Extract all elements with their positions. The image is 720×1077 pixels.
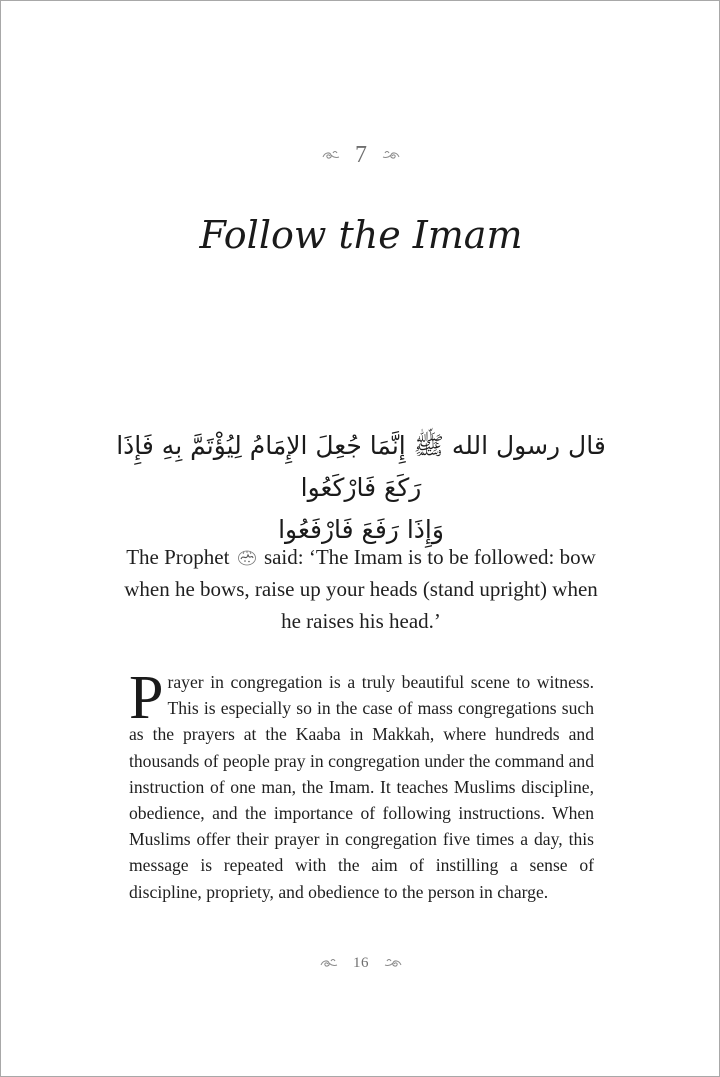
translation-quote: said: ‘The Imam is to be followed: bow when he bows, raise up your heads (stand upright) when he raises his head.’ <box>124 545 598 633</box>
chapter-number: 7 <box>355 142 367 168</box>
flourish-right-icon <box>383 957 403 969</box>
hadith-arabic <box>111 425 611 551</box>
translation-lead: The Prophet <box>126 545 230 569</box>
chapter-title: Follow the Imam <box>199 213 523 257</box>
body-paragraph-text: rayer in congregation is a truly beautiful scene to witness. This is especially so in the case of mass congregations such as the prayers at the Kaaba in Makkah, where hundreds and thousands of people pray in congregation under the command and instruction of one man, the Imam. It teaches Muslims discipline, obedience, and the importance of following instructions. When Muslims offer their prayer in congregation five times a day, this message is repeated with the aim of instilling a sense of discipline, propriety, and obedience to the person in charge. <box>129 672 594 902</box>
salawat-icon <box>237 548 257 566</box>
flourish-left-icon <box>319 957 339 969</box>
body-paragraph <box>129 664 594 905</box>
hadith-translation <box>116 541 606 637</box>
hadith-arabic-line-2: وَإِذَا رَفَعَ فَارْفَعُوا <box>278 515 444 544</box>
drop-cap: P <box>129 664 164 732</box>
flourish-left-icon <box>321 149 341 161</box>
page-footer <box>1 953 720 973</box>
flourish-right-icon <box>381 149 401 161</box>
chapter-number-header <box>1 141 720 169</box>
page-number: 16 <box>353 955 369 971</box>
hadith-arabic-line-1: قال رسول الله ﷺ إِنَّمَا جُعِلَ الإِمَامُ لِيُؤْتَمَّ بِهِ فَإِذَا رَكَعَ فَارْكَعُوا <box>116 431 606 502</box>
